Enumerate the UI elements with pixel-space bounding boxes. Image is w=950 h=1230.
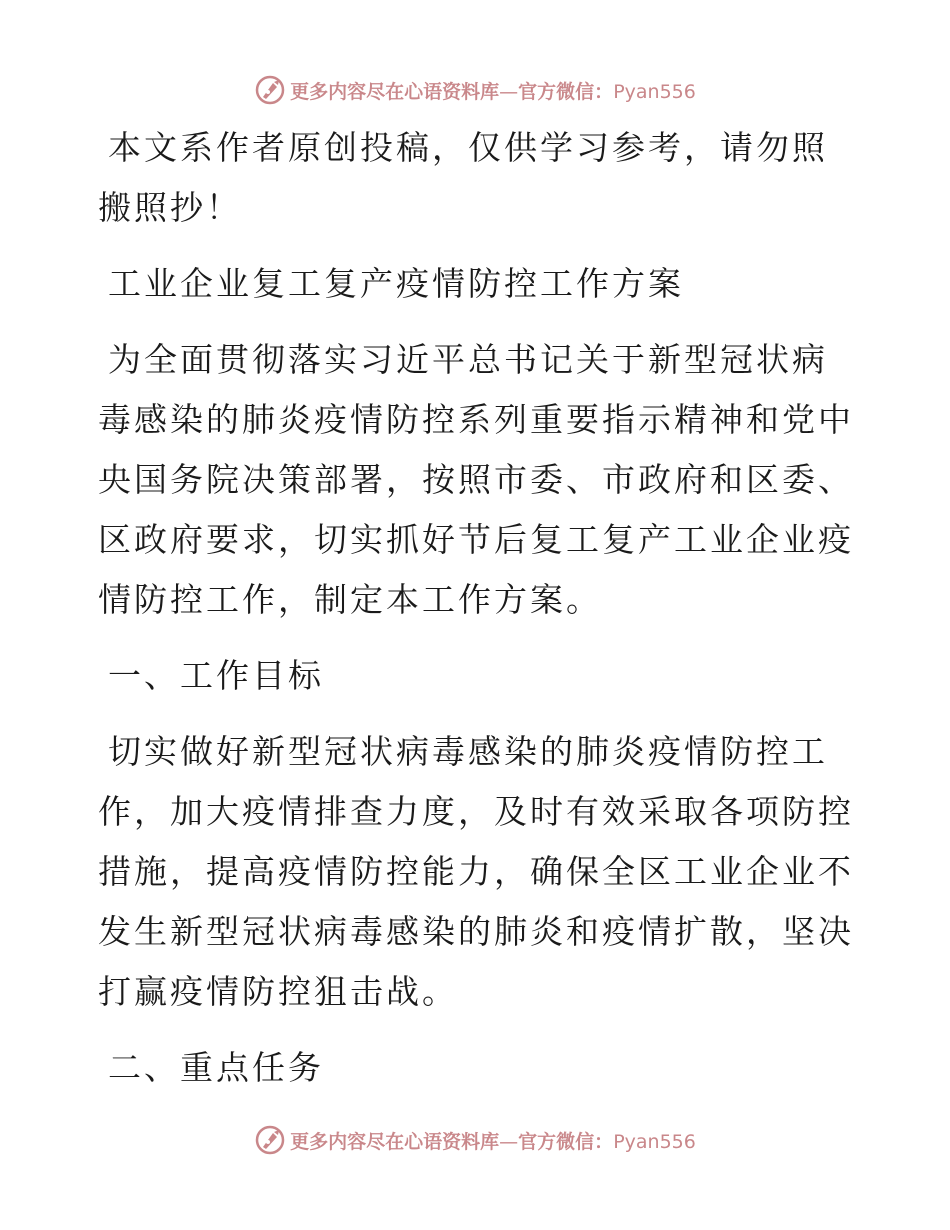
section-heading-goals: 一、工作目标 [108,656,324,695]
watermark-wechat-id: Pyan556 [613,1130,696,1153]
intro-paragraph: 为全面贯彻落实习近平总书记关于新型冠状病毒感染的肺炎疫情防控系列重要指示精神和党中央国务院决策部署，按照市委、市政府和区委、区政府要求，切实抓好节后复工复产工业企业疫情防控工作，制定本工作方案。 [98,340,854,619]
pen-nib-logo-icon [254,1124,286,1156]
header-watermark [0,70,950,110]
pen-nib-logo-icon [254,74,286,106]
document-body [98,118,858,1114]
watermark-text [290,77,696,104]
watermark-wechat-id: Pyan556 [613,80,696,103]
watermark-dash: — [499,80,519,103]
copyright-notice: 本文系作者原创投稿，仅供学习参考，请勿照搬照抄！ [98,128,828,227]
footer-watermark [0,1120,950,1160]
watermark-text [290,1127,696,1154]
document-title: 工业企业复工复产疫情防控工作方案 [108,264,684,303]
section-heading-tasks: 二、重点任务 [108,1048,324,1087]
watermark-site-name: 更多内容尽在心语资料库 [290,1130,500,1153]
watermark-wechat-label: 官方微信： [518,80,614,103]
goals-paragraph: 切实做好新型冠状病毒感染的肺炎疫情防控工作，加大疫情排查力度，及时有效采取各项防控措施，提高疫情防控能力，确保全区工业企业不发生新型冠状病毒感染的肺炎和疫情扩散，坚决打赢疫情防控狙击战。 [98,732,854,1011]
watermark-site-name: 更多内容尽在心语资料库 [290,80,500,103]
watermark-wechat-label: 官方微信： [518,1130,614,1153]
watermark-dash: — [499,1130,519,1153]
